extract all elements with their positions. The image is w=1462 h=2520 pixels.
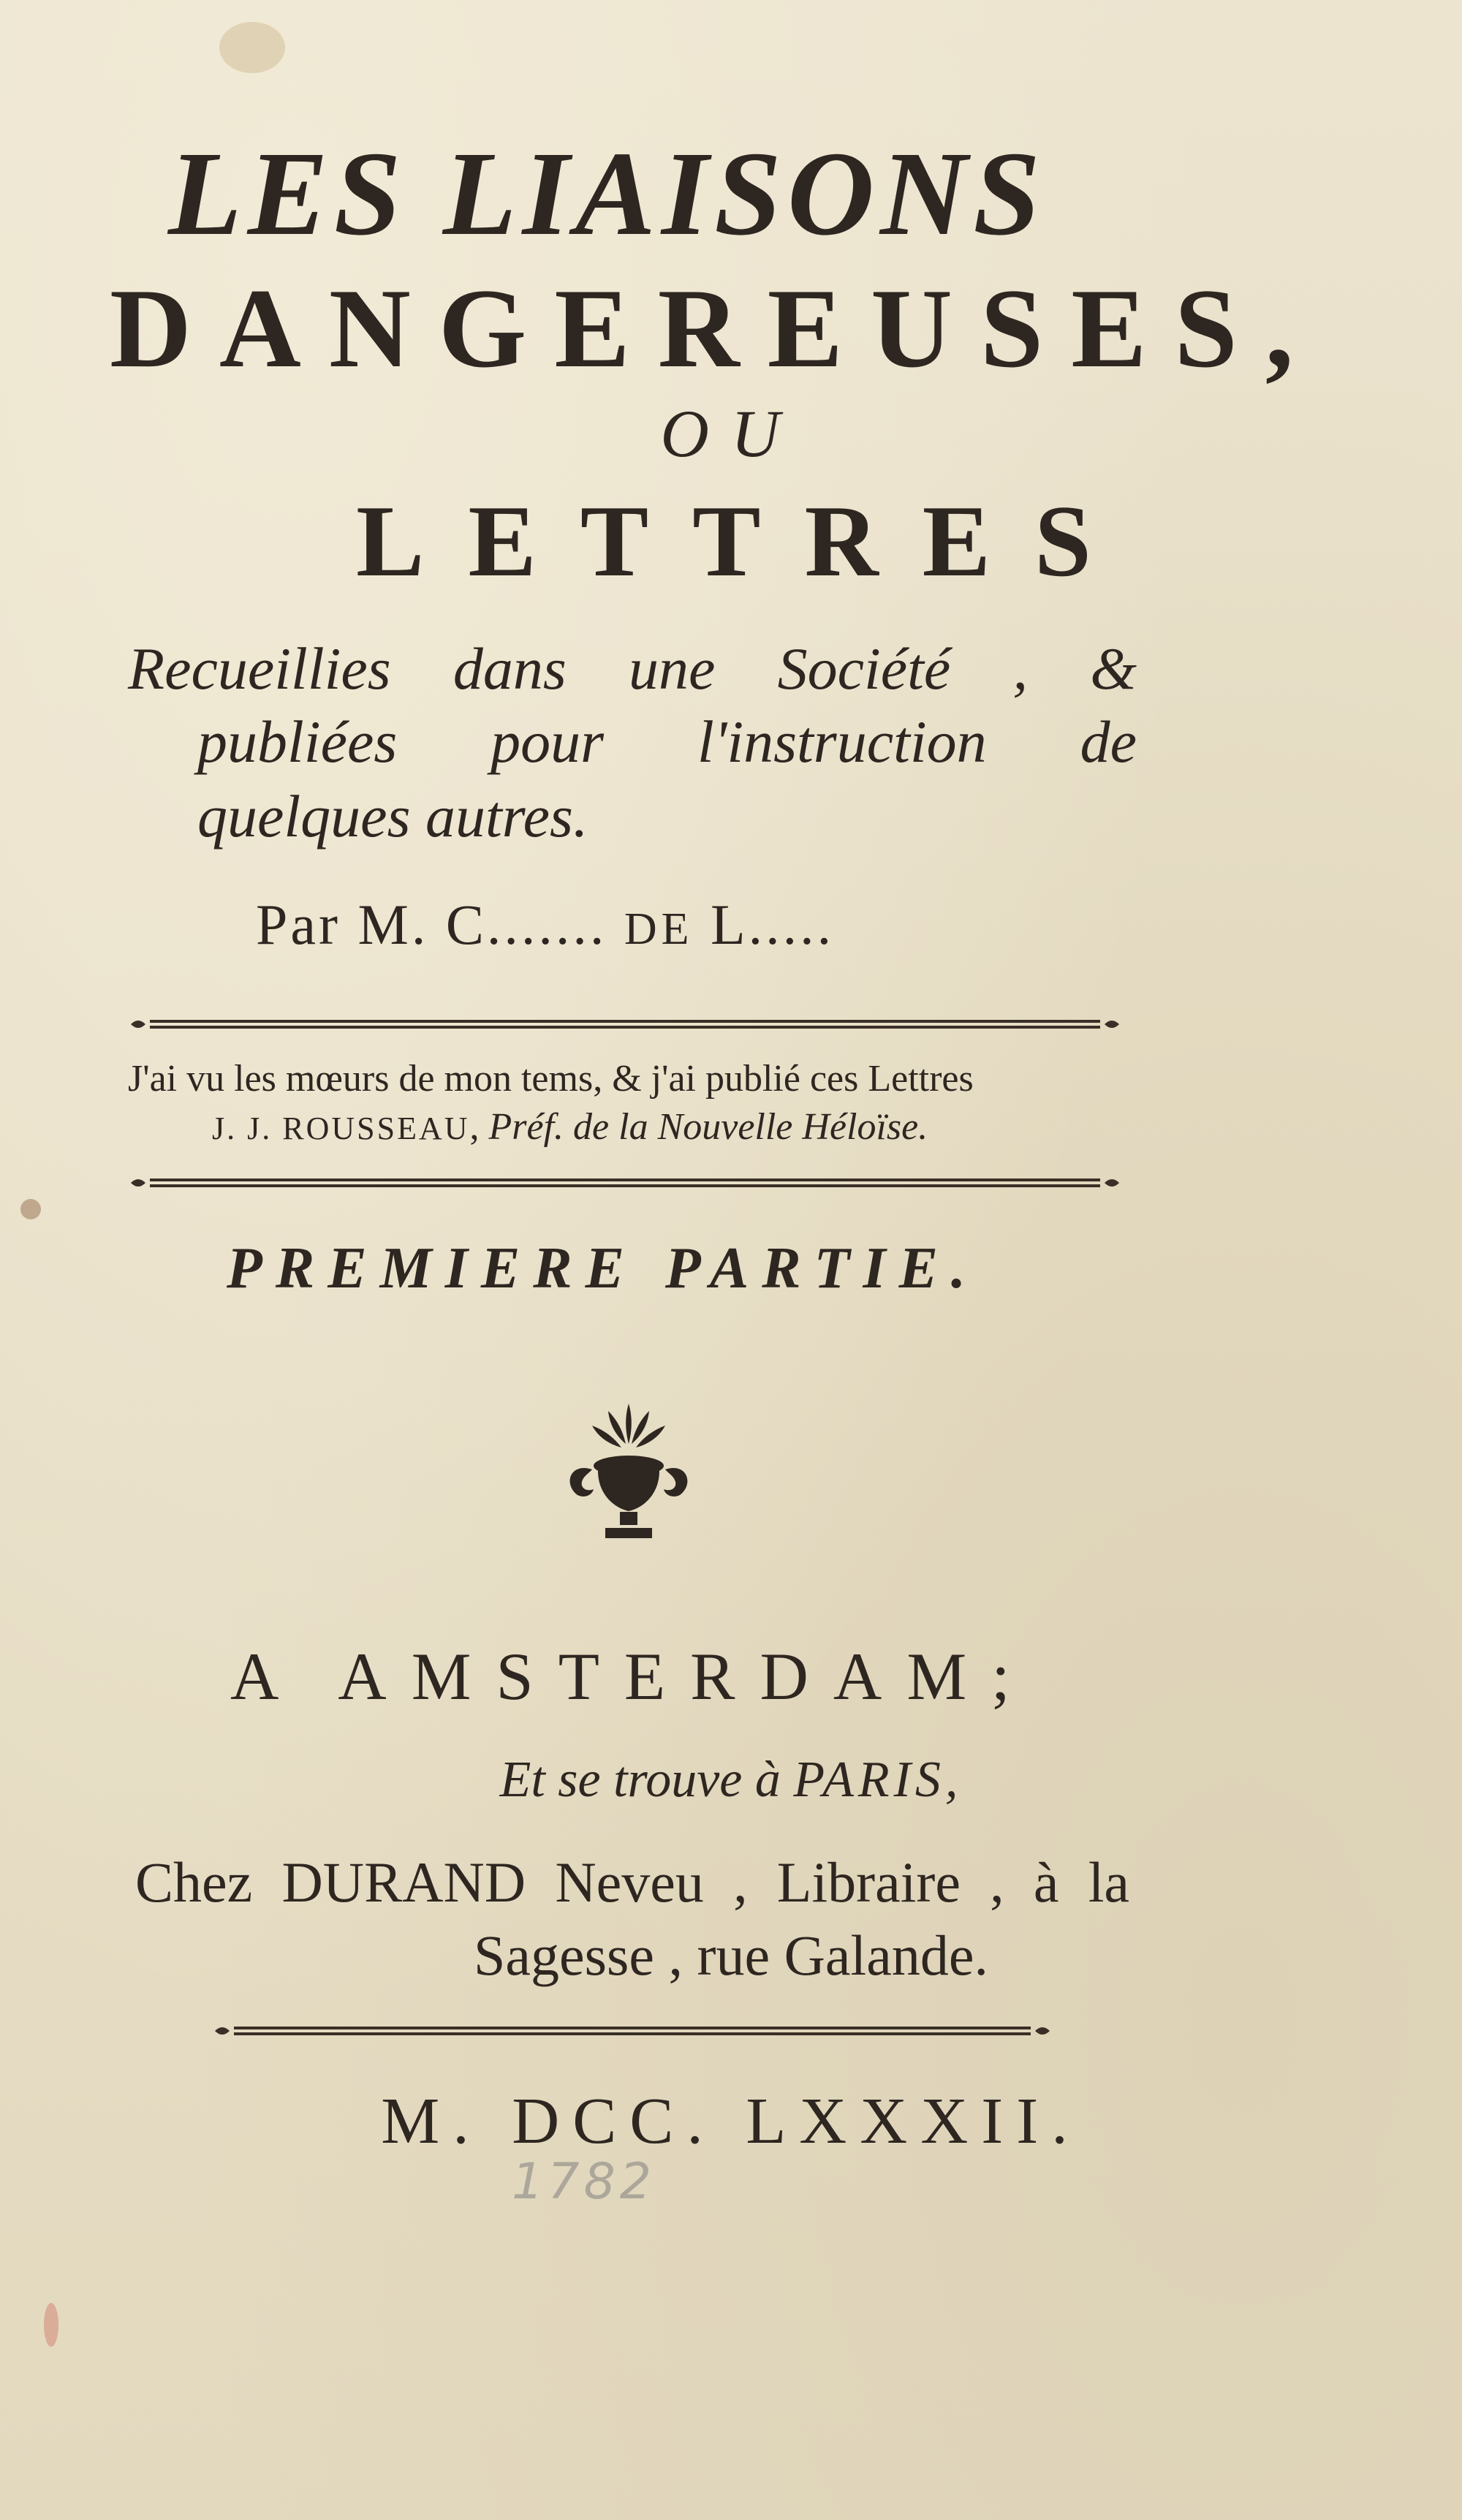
imprint-city: A AMSTERDAM; bbox=[230, 1639, 1035, 1714]
epigraph-work: Préf. de la Nouvelle Héloïse. bbox=[488, 1106, 928, 1148]
title-line-1: LES LIAISONS bbox=[168, 126, 1046, 260]
subtitle-line-2: publiées pour l'instruction de bbox=[197, 708, 1137, 775]
imprint-year: M. DCC. LXXXII. bbox=[381, 2085, 1081, 2157]
author-prefix: Par M. C....... bbox=[256, 893, 607, 956]
author-line bbox=[256, 892, 1462, 958]
title-line-2: DANGEREUSES, bbox=[110, 265, 1322, 391]
title-conjunction: OU bbox=[660, 396, 802, 471]
imprint-trouve bbox=[0, 1751, 1462, 1809]
imprint-trouve-prefix: Et se trouve à bbox=[499, 1752, 781, 1808]
pencil-annotation: 1782 bbox=[512, 2153, 656, 2211]
author-de: DE bbox=[624, 904, 694, 954]
foxing-spot bbox=[219, 22, 285, 73]
epigraph-quote: J'ai vu les mœurs de mon tems, & j'ai publié ces Lettres bbox=[128, 1058, 974, 1100]
part-heading: PREMIERE PARTIE. bbox=[227, 1236, 979, 1301]
urn-ornament-icon bbox=[541, 1389, 716, 1564]
author-suffix: L..... bbox=[711, 893, 835, 956]
ornamental-rule bbox=[128, 1015, 1122, 1034]
imprint-bookseller-1: Chez DURAND Neveu , Libraire , à la bbox=[135, 1850, 1129, 1914]
ornamental-rule bbox=[128, 1173, 1122, 1192]
subtitle-line-1: Recueillies dans une Société , & bbox=[128, 635, 1137, 702]
epigraph-author: J. J. ROUSSEAU bbox=[212, 1110, 470, 1146]
title-line-3: LETTRES bbox=[356, 485, 1135, 598]
imprint-trouve-city: PARIS, bbox=[793, 1752, 963, 1808]
ornamental-rule bbox=[212, 2021, 1053, 2040]
foxing-spot bbox=[20, 1199, 41, 1219]
subtitle-line-3: quelques autres. bbox=[197, 783, 588, 850]
epigraph-attribution: J. J. ROUSSEAU, Préf. de la Nouvelle Héloïse. bbox=[212, 1106, 928, 1148]
imprint-bookseller-2: Sagesse , rue Galande. bbox=[474, 1923, 988, 1987]
foxing-spot bbox=[44, 2303, 58, 2347]
